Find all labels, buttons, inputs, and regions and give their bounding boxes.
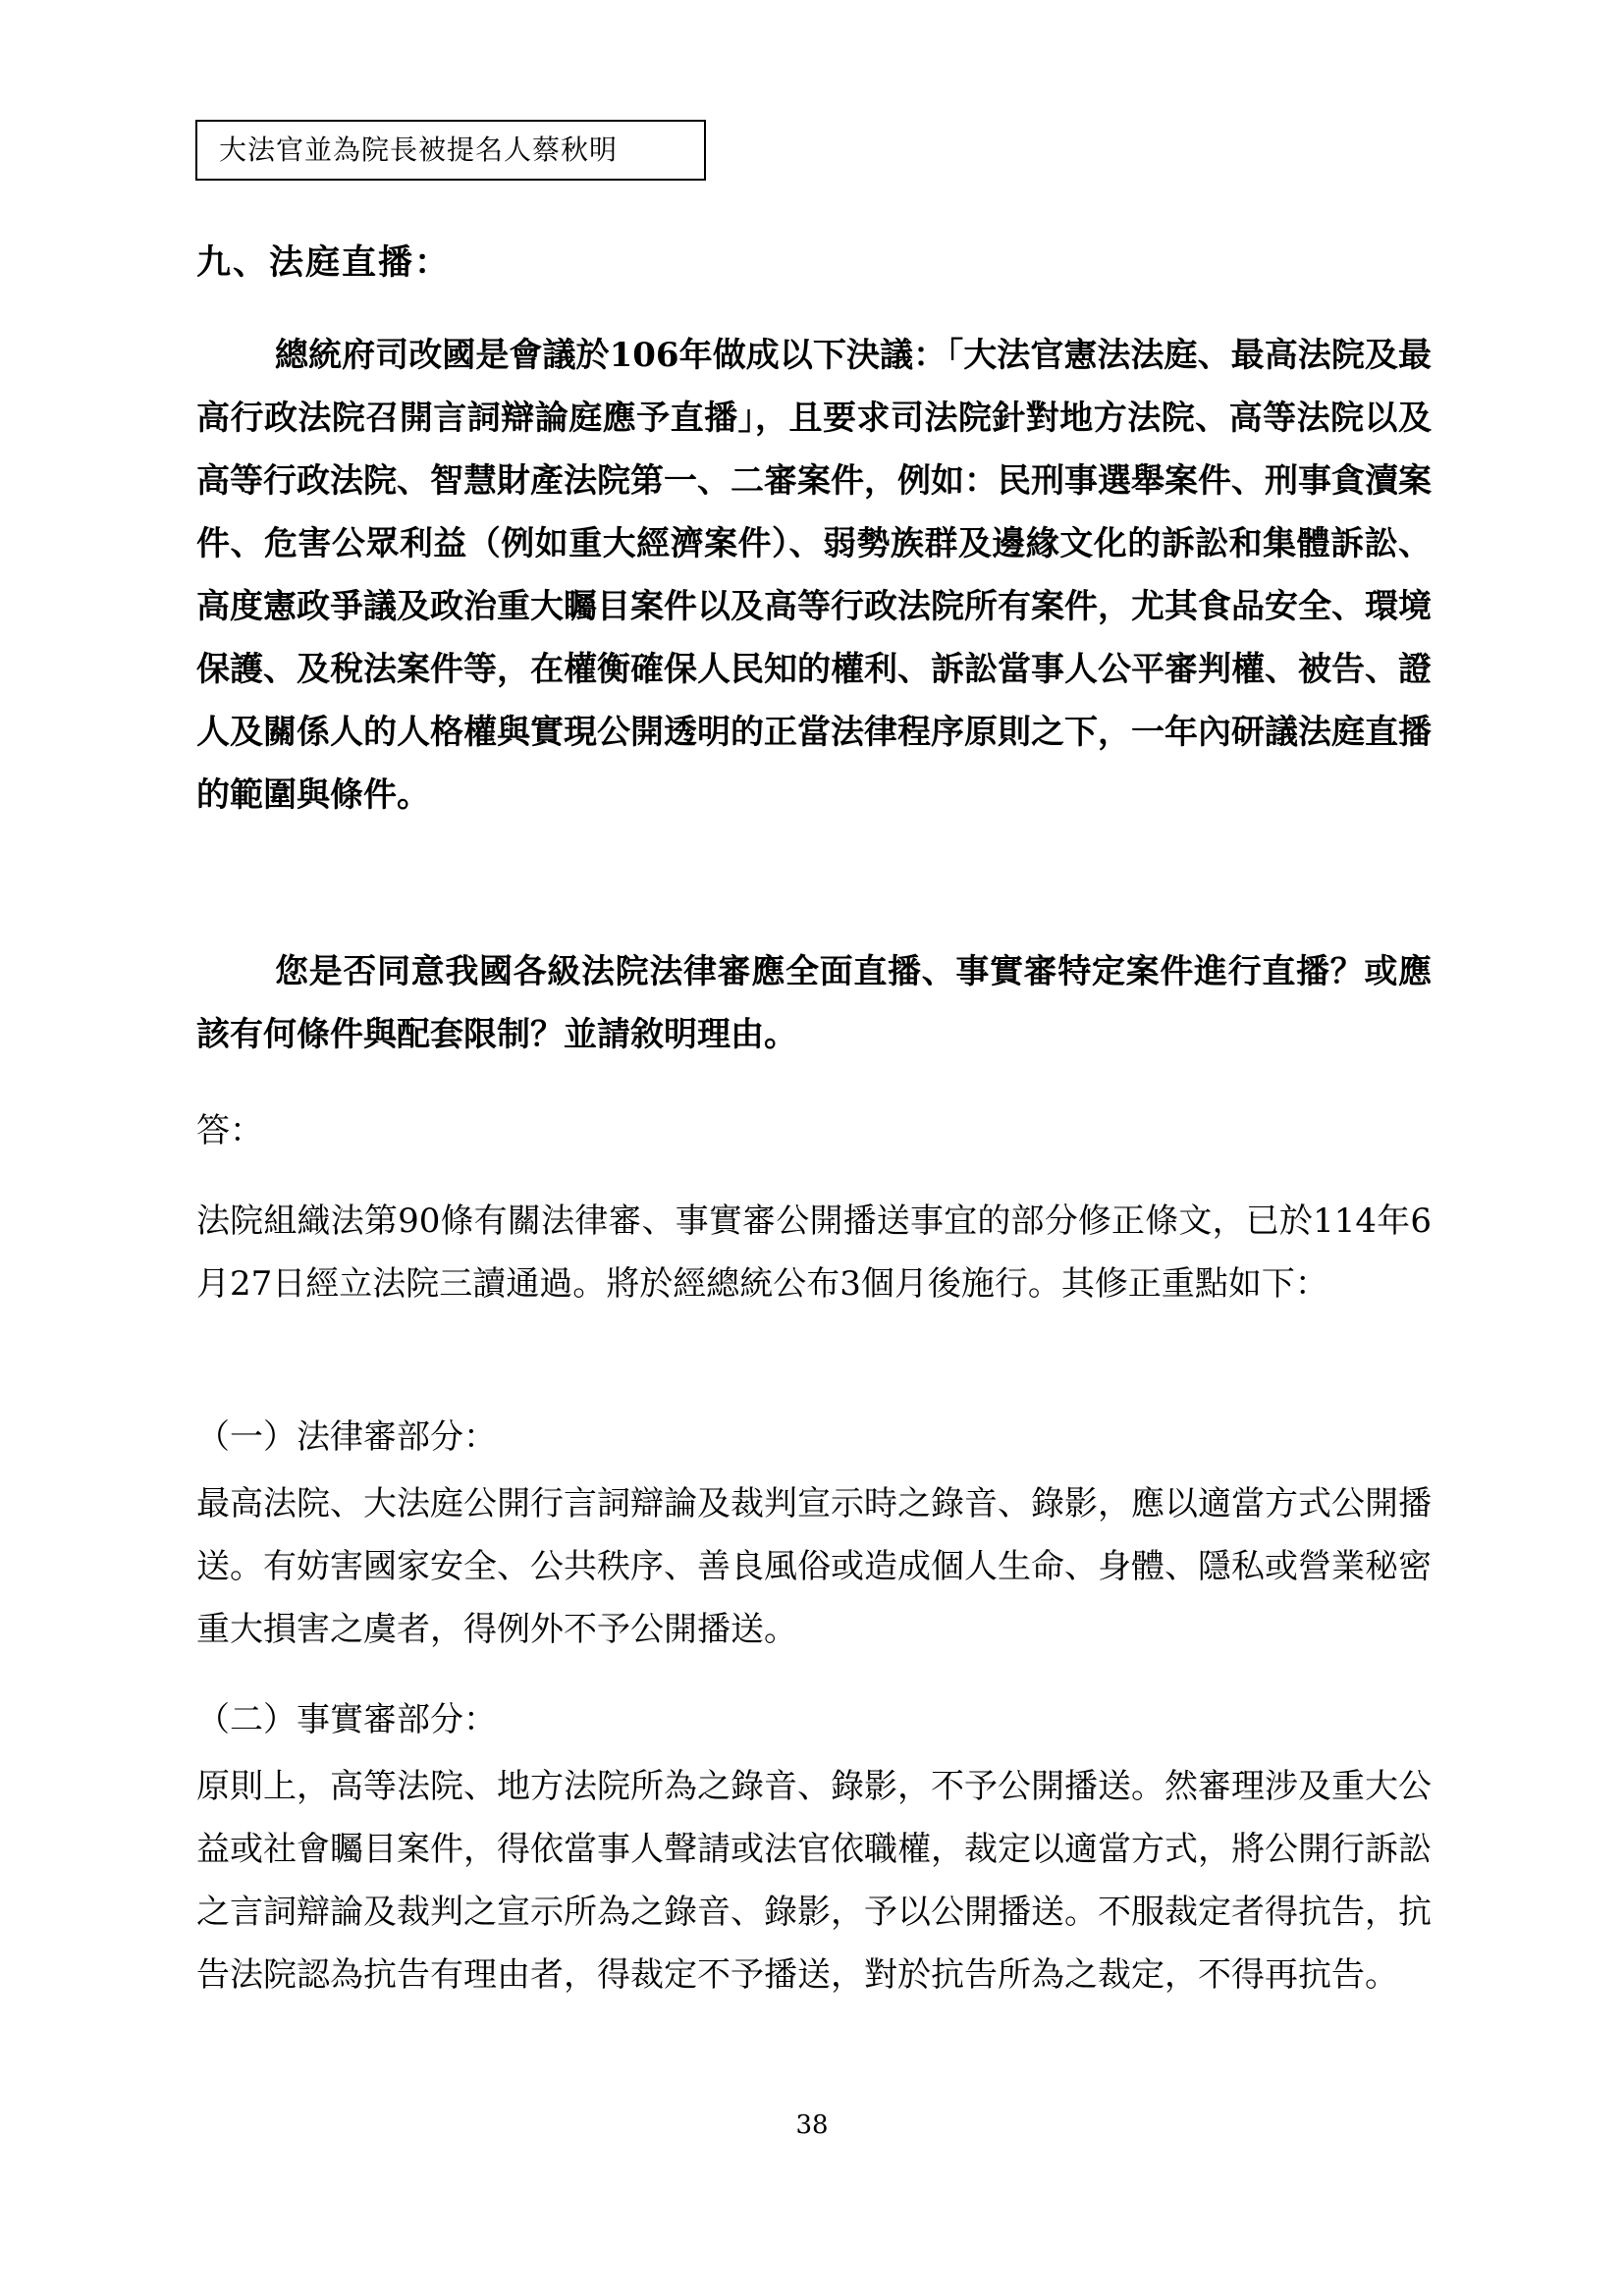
- fact-review-paragraph: 原則上，高等法院、地方法院所為之錄音、錄影，不予公開播送。然審理涉及重大公益或社會矚目案件，得依當事人聲請或法官依職權，裁定以適當方式，將公開行訴訟之言詞辯論及裁判之宣示所為之錄音、錄影，予以公開播送。不服裁定者得抗告，抗告法院認為抗告有理由者，得裁定不予播送，對於抗告所為之裁定，不得再抗告。: [196, 1767, 1432, 1995]
- nominee-header-box: [195, 120, 706, 181]
- legal-review-heading: （一）法律審部分：: [196, 1417, 497, 1457]
- page-number: 38: [795, 2110, 829, 2140]
- answer-label: 答：: [196, 1111, 263, 1150]
- question-paragraph-1: 總統府司改國是會議於106年做成以下決議：「大法官憲法法庭、最高法院及最高行政法院召開言詞辯論庭應予直播」，且要求司法院針對地方法院、高等法院以及高等行政法院、智慧財產法院第一、二審案件，例如：民刑事選舉案件、刑事貪瀆案件、危害公眾利益（例如重大經濟案件）、弱勢族群及邊緣文化的訴訟和集體訴訟、高度憲政爭議及政治重大矚目案件以及高等行政法院所有案件，尤其食品安全、環境保護、及稅法案件等，在權衡確保人民知的權利、訴訟當事人公平審判權、被告、證人及關係人的人格權與實現公開透明的正當法律程序原則之下，一年內研議法庭直播的範圍與條件。: [196, 336, 1432, 815]
- nominee-header-title: 大法官並為院長被提名人蔡秋明: [219, 133, 619, 166]
- legal-review-paragraph: 最高法院、大法庭公開行言詞辯論及裁判宣示時之錄音、錄影，應以適當方式公開播送。有妨害國家安全、公共秩序、善良風俗或造成個人生命、身體、隱私或營業秘密重大損害之虞者，得例外不予公開播送。: [196, 1484, 1432, 1649]
- section-heading: 九、法庭直播：: [196, 242, 452, 283]
- answer-intro-paragraph: 法院組織法第90條有關法律審、事實審公開播送事宜的部分修正條文，已於114年6月27日經立法院三讀通過。將於經總統公布3個月後施行。其修正重點如下：: [196, 1201, 1432, 1304]
- fact-review-heading: （二）事實審部分：: [196, 1700, 497, 1739]
- question-paragraph-2: 您是否同意我國各級法院法律審應全面直播、事實審特定案件進行直播？或應該有何條件與配套限制？並請敘明理由。: [196, 952, 1432, 1054]
